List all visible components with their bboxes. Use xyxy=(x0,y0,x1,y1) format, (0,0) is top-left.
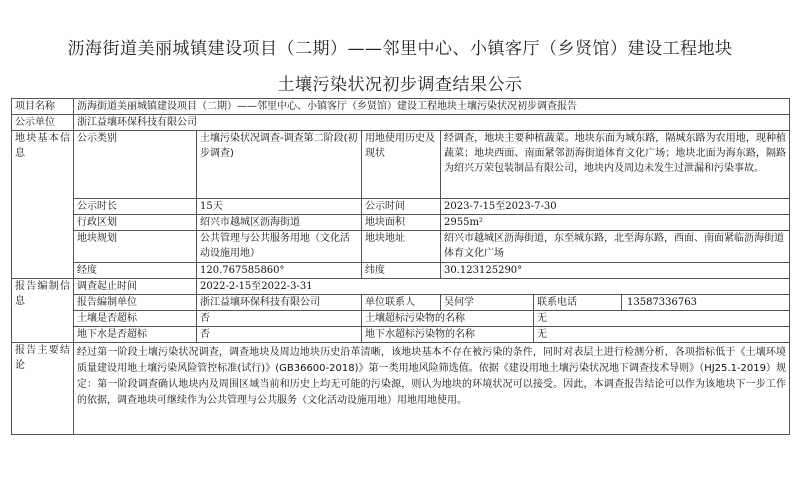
row-project-name xyxy=(12,99,790,115)
row-coordinates xyxy=(12,263,790,279)
doc-title-line2: 土壤污染状况初步调查结果公示 xyxy=(277,75,523,95)
label-project-name: 项目名称 xyxy=(12,99,74,115)
row-conclusion xyxy=(12,343,790,435)
label-water-exceed: 地下水是否超标 xyxy=(74,327,197,343)
value-soil-exceed: 否 xyxy=(197,311,362,327)
value-conclusion: 经过第一阶段土壤污染状况调查，调查地块及周边地块历史沿革清晰，该地块基本不存在被污染的条件，同时对表层土进行检测分析，各项指标低于《土壤环境质量建设用地土壤污染风险管控标准(试行)》(GB36600-2018)》第一类用地风险筛选值。依据《建设用地土壤污染状况地下调查技术导则》（HJ25.1-2019）规定：第一阶段调查确认地块内及周围区域当前和历史上均无可能的污染源，则认为地块的环境状况可以接受。因此，本调查报告结论可以作为该地块下一步工作的依据，调查地块可继续作为公共管理与公共服务（文化活动设施用地）用地用地使用。 xyxy=(74,343,790,435)
label-publisher: 公示单位 xyxy=(12,115,74,131)
value-time: 2023-7-15至2023-7-30 xyxy=(441,199,790,215)
label-period: 调查起止时间 xyxy=(74,279,197,295)
label-area: 地块面积 xyxy=(362,215,441,231)
value-duration: 15天 xyxy=(197,199,362,215)
value-category: 土壤污染状况调查-调查第二阶段(初步调查) xyxy=(197,131,362,199)
label-history: 用地使用历史及现状 xyxy=(362,131,441,199)
value-planning: 公共管理与公共服务用地（文化活动设施用地） xyxy=(197,231,362,263)
row-category xyxy=(12,131,790,199)
value-address: 绍兴市越城区沥海街道，东至城东路，北至海东路，西面、南面紧临沥海街道体育文化广场 xyxy=(441,231,790,263)
label-contact: 单位联系人 xyxy=(362,295,441,311)
value-project-name: 沥海街道美丽城镇建设项目（二期）——邻里中心、小镇客厅（乡贤馆）建设工程地块土壤污染状况初步调查报告 xyxy=(74,99,790,115)
value-water-pollutant: 无 xyxy=(534,327,790,343)
value-soil-pollutant: 无 xyxy=(534,311,790,327)
value-longitude: 120.767585860° xyxy=(197,263,362,279)
label-plot-info: 地块基本信息 xyxy=(12,131,74,279)
label-longitude: 经度 xyxy=(74,263,197,279)
label-time: 公示时间 xyxy=(362,199,441,215)
row-duration xyxy=(12,199,790,215)
label-duration: 公示时长 xyxy=(74,199,197,215)
value-water-exceed: 否 xyxy=(197,327,362,343)
label-address: 地块地址 xyxy=(362,231,441,263)
label-phone: 联系电话 xyxy=(534,295,622,310)
phone-cell xyxy=(534,295,790,311)
label-water-pollutant: 地下水超标污染物的名称 xyxy=(362,327,534,343)
label-report-unit: 报告编制单位 xyxy=(74,295,197,311)
label-district: 行政区划 xyxy=(74,215,197,231)
value-report-unit: 浙江益壤环保科技有限公司 xyxy=(197,295,362,311)
label-conclusion: 报告主要结论 xyxy=(12,343,74,435)
value-history: 经调查，地块主要种植蔬菜。地块东面为城东路，隔城东路为农用地，现种植蔬菜；地块西面、南面紧邻沥海街道体育文化广场；地块北面为海东路，隔路为绍兴万荣包装制品有限公司，地块内及周边未发生过泄漏和污染事故。 xyxy=(441,131,790,199)
row-planning xyxy=(12,231,790,263)
doc-title-line1: 沥海街道美丽城镇建设项目（二期）——邻里中心、小镇客厅（乡贤馆）建设工程地块 xyxy=(67,39,733,59)
label-category: 公示类别 xyxy=(74,131,197,199)
value-period: 2022-2-15至2022-3-31 xyxy=(197,279,790,295)
value-area: 2955m² xyxy=(441,215,790,231)
value-district: 绍兴市越城区沥海街道 xyxy=(197,215,362,231)
value-latitude: 30.123125290° xyxy=(441,263,790,279)
label-report-info: 报告编制信息 xyxy=(12,279,74,343)
row-water-exceed xyxy=(12,327,790,343)
label-soil-pollutant: 土壤超标污染物的名称 xyxy=(362,311,534,327)
row-period xyxy=(12,279,790,295)
label-latitude: 纬度 xyxy=(362,263,441,279)
label-planning: 地块规划 xyxy=(74,231,197,263)
info-table xyxy=(11,98,790,435)
value-contact: 吴何学 xyxy=(441,295,534,311)
row-publisher xyxy=(12,115,790,131)
row-report-unit xyxy=(12,295,790,311)
value-phone: 13587336763 xyxy=(627,297,697,308)
value-publisher: 浙江益壤环保科技有限公司 xyxy=(74,115,790,131)
row-district xyxy=(12,215,790,231)
row-soil-exceed xyxy=(12,311,790,327)
label-soil-exceed: 土壤是否超标 xyxy=(74,311,197,327)
